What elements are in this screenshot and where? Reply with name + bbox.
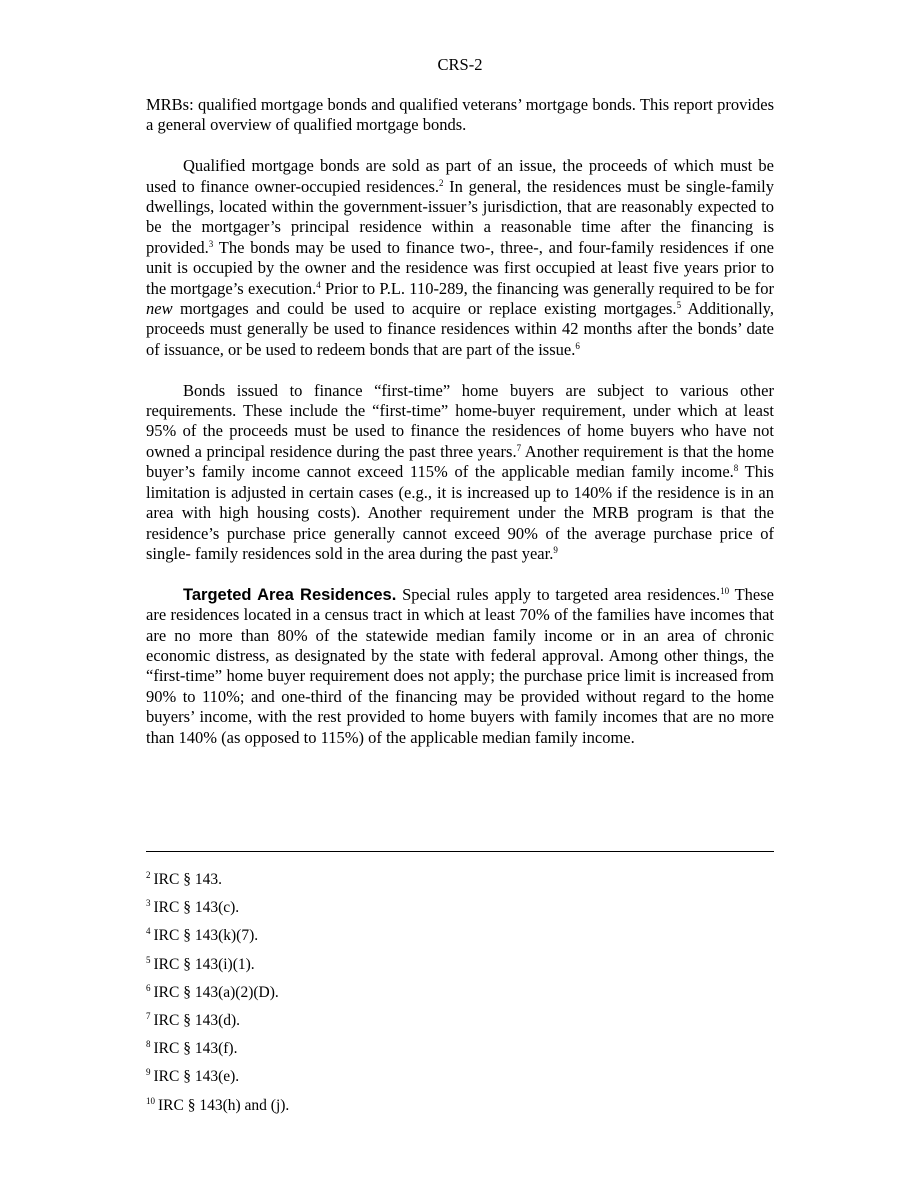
footnote-text: IRC § 143(e). (153, 1068, 240, 1086)
footnote (146, 1096, 774, 1124)
footnote-number: 9 (146, 1067, 151, 1078)
footnote (146, 983, 774, 1011)
footnote-number: 3 (146, 898, 151, 909)
footnote-ref: 8 (733, 463, 739, 474)
footnotes (146, 870, 774, 1124)
footnote-number: 2 (146, 870, 151, 880)
footnote-separator (146, 851, 774, 852)
paragraph-qualified-mortgage-bonds (146, 156, 774, 360)
footnote (146, 1011, 774, 1039)
footnote (146, 1039, 774, 1067)
footnote-ref: 4 (316, 279, 321, 290)
footnote-text: IRC § 143(k)(7). (153, 927, 259, 945)
footnote-ref: 6 (575, 340, 580, 351)
footnote-ref: 7 (516, 442, 522, 453)
footnote (146, 1067, 774, 1095)
footnote-text: IRC § 143(f). (153, 1040, 238, 1058)
emphasis-new: new (146, 299, 173, 319)
footnote-ref: 10 (720, 585, 730, 596)
footnote-number: 7 (146, 1010, 151, 1021)
text-run: Another requirement is that the home buyer’s family income cannot exceed 115% of the applicable median family income. (146, 441, 775, 482)
footnote-ref: 9 (553, 544, 558, 555)
footnote-number: 8 (146, 1039, 151, 1050)
paragraph-intro: MRBs: qualified mortgage bonds and qualified veterans’ mortgage bonds. This report provides a general overview of qualified mortgage bonds. (146, 95, 774, 135)
text-run: In general, the residences must be single-family dwellings, located within the government-issuer’s jurisdiction, that are reasonably expected to be the mortgager’s principal residence within a reasonable time after the financing is provided. (146, 176, 775, 257)
footnote-ref: 2 (439, 177, 444, 188)
footnote (146, 870, 774, 898)
page-header: CRS-2 (437, 55, 483, 74)
footnote-number: 4 (146, 926, 151, 937)
text-run: mortgages and could be used to acquire or replace existing mortgages. (172, 299, 677, 319)
text-run: The bonds may be used to finance two-, three-, and four-family residences if one unit is occupied by the owner and the residence was first occupied at least five years prior to the mortgage’s execution. (146, 237, 774, 298)
footnote-text: IRC § 143(i)(1). (153, 955, 255, 973)
text-run: These are residences located in a census tract in which at least 70% of the families have incomes that are no more than 80% of the statewide median family income or in an area of chronic economic distress, as designated by the state with federal approval. Among other things, the “first-time” home buyer requirement does not apply; the purchase price limit is increased from 90% to 110%; and one-third of the financing may be provided without regard to the home buyers’ income, with the rest provided to home buyers with family incomes that are no more than 140% (as opposed to 115%) of the applicable median family income. (146, 584, 774, 747)
text-run: Additionally, proceeds must generally be used to finance residences within 42 months after the bonds’ date of issuance, or be used to redeem bonds that are part of the issue. (146, 299, 774, 359)
footnote-text: IRC § 143(c). (153, 899, 240, 917)
footnote-text: IRC § 143(h) and (j). (158, 1096, 290, 1114)
footnote-text: IRC § 143(d). (153, 1011, 241, 1029)
text-run: Special rules apply to targeted area residences. (396, 584, 721, 604)
text-run: Bonds issued to finance “first-time” home buyers are subject to various other requirements. These include the “first-time” home-buyer requirement, under which at least 95% of the proceeds must be used to finance the residences of home buyers who have not owned a principal residence during the past three years. (146, 380, 774, 461)
footnote (146, 898, 774, 926)
footnote-ref: 5 (676, 300, 682, 311)
text-run: Prior to P.L. 110-289, the financing was generally required to be for (320, 278, 774, 298)
paragraph-targeted-area (146, 585, 774, 748)
footnote (146, 926, 774, 954)
body-text (146, 95, 774, 768)
footnote (146, 955, 774, 983)
footnote-number: 5 (146, 954, 151, 965)
footnote-text: IRC § 143. (153, 871, 222, 888)
text-run: Qualified mortgage bonds are sold as part of an issue, the proceeds of which must be used to finance owner-occupied residences. (146, 156, 774, 196)
footnote-number: 6 (146, 982, 151, 993)
paragraph-first-time-buyers (146, 381, 774, 565)
footnote-ref: 3 (208, 238, 214, 249)
section-heading: Targeted Area Residences. (183, 585, 397, 604)
footnote-text: IRC § 143(a)(2)(D). (153, 983, 279, 1001)
footnote-number: 10 (146, 1095, 155, 1106)
text-run: This limitation is adjusted in certain cases (e.g., it is increased up to 140% if the residence is in an area with high housing costs). Another requirement under the MRB program is that the residence’s purchase price generally cannot exceed 90% of the average purchase price of single- family residences sold in the area during the past year. (146, 462, 774, 563)
